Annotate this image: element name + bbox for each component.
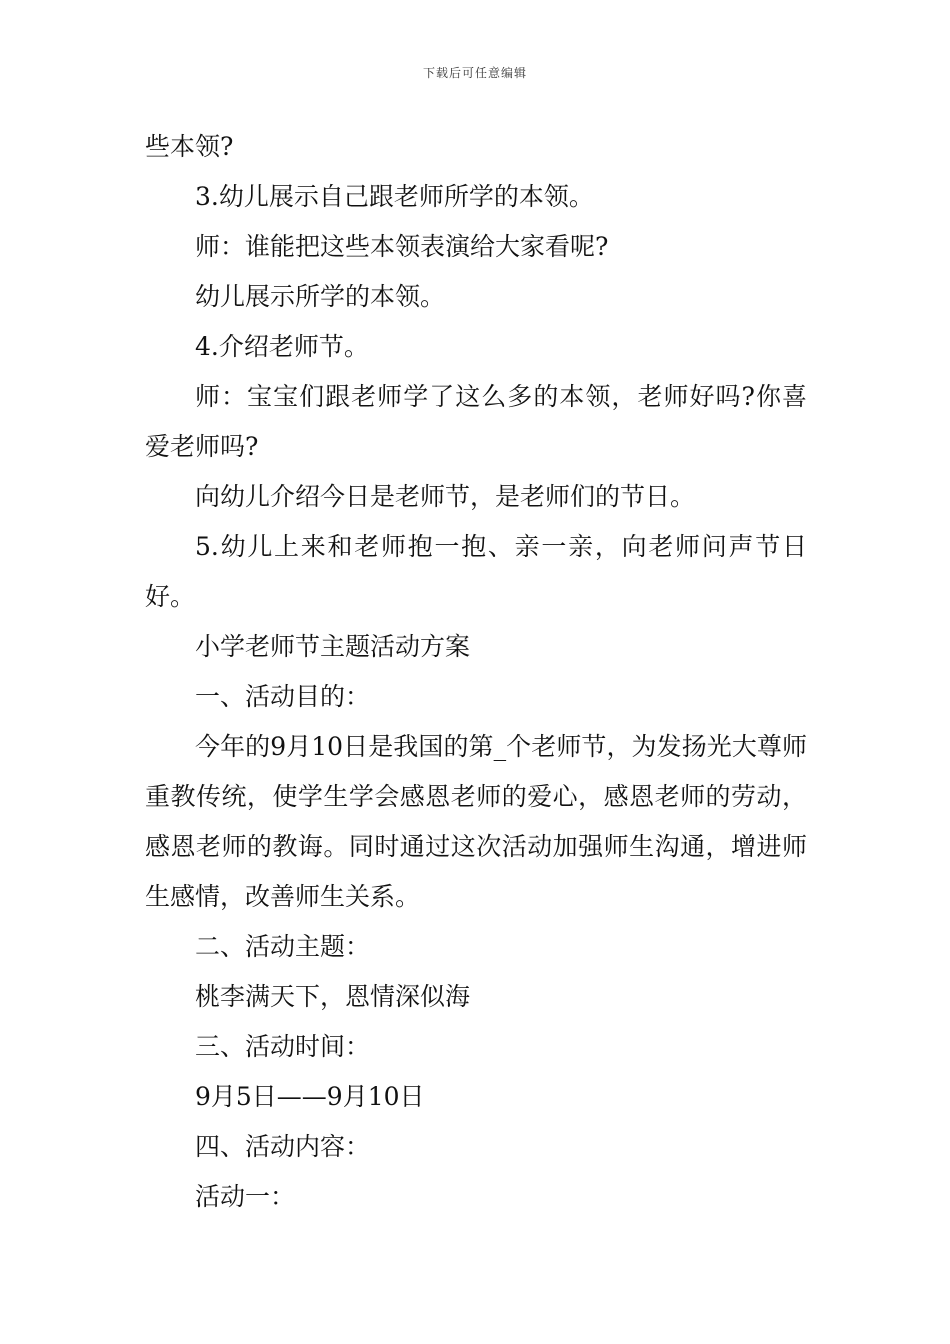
section-heading: 四、活动内容：	[195, 1132, 371, 1161]
section-heading: 二、活动主题：	[195, 932, 371, 961]
section-title: 小学老师节主题活动方案	[195, 632, 471, 661]
paragraph: 师：谁能把这些本领表演给大家看呢?	[195, 232, 609, 261]
paragraph: 活动一：	[195, 1182, 296, 1211]
paragraph: 向幼儿介绍今日是老师节，是老师们的节日。	[195, 482, 696, 511]
paragraph: 今年的9月10日是我国的第_个老师节，为发扬光大尊师重教传统，使学生学会感恩老师的爱心，感恩老师的劳动，感恩老师的教诲。同时通过这次活动加强师生沟通，增进师生感情，改善师生关系。	[145, 732, 807, 911]
paragraph: 5.幼儿上来和老师抱一抱、亲一亲，向老师问声节日好。	[145, 532, 807, 611]
paragraph: 些本领?	[145, 132, 234, 161]
paragraph: 师：宝宝们跟老师学了这么多的本领，老师好吗?你喜爱老师吗?	[145, 382, 807, 461]
paragraph: 4.介绍老师节。	[195, 332, 369, 361]
paragraph: 9月5日——9月10日	[195, 1082, 425, 1111]
paragraph: 幼儿展示所学的本领。	[195, 282, 446, 311]
paragraph: 3.幼儿展示自己跟老师所学的本领。	[195, 182, 594, 211]
section-heading: 三、活动时间：	[195, 1032, 371, 1061]
document-body	[145, 122, 807, 1222]
paragraph: 桃李满天下，恩情深似海	[195, 982, 471, 1011]
section-heading: 一、活动目的：	[195, 682, 371, 711]
page-header: 下载后可任意编辑	[422, 66, 527, 80]
